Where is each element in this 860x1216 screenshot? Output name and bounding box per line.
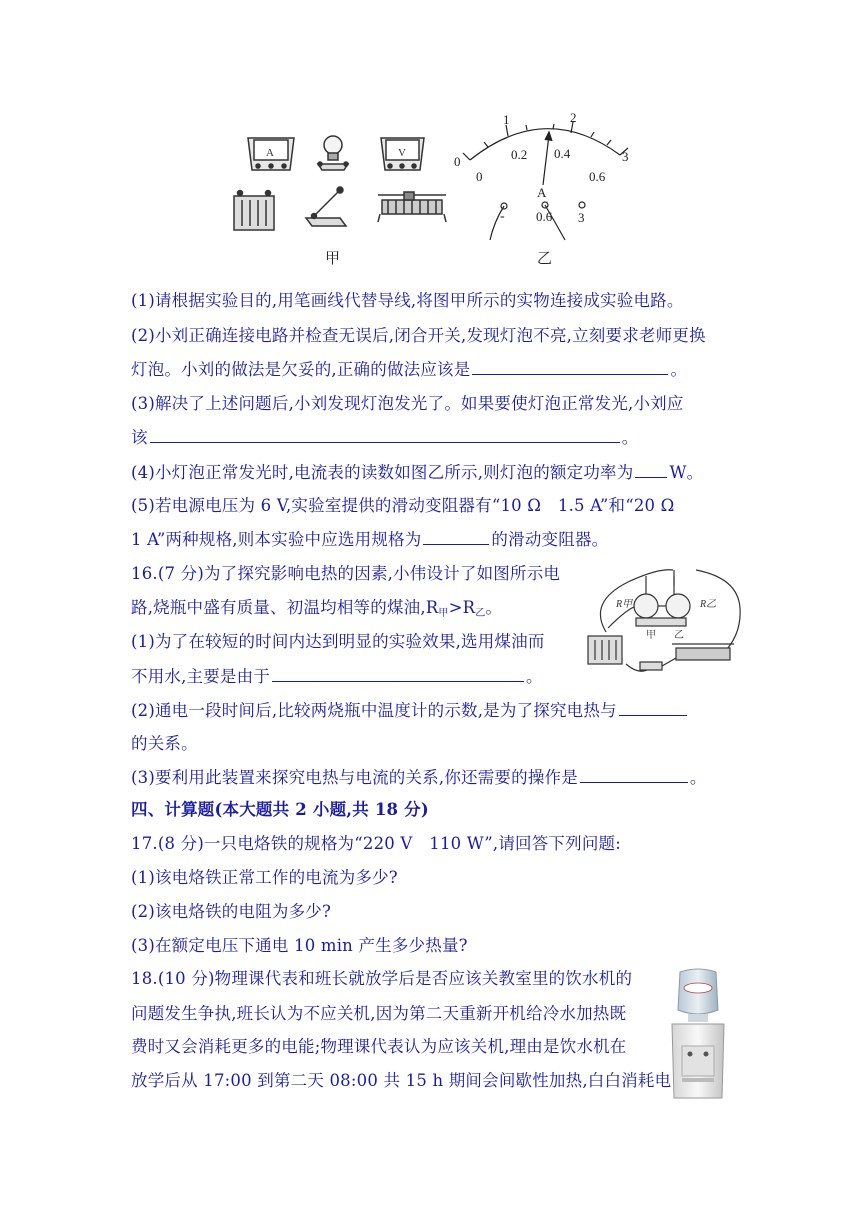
q18-line2: 问题发生争执,班长认为不应关机,因为第二天重新开机给冷水加热既 bbox=[131, 1004, 627, 1023]
q16-part2-line2: 的关系。 bbox=[131, 734, 198, 753]
answer-blank-3[interactable] bbox=[150, 426, 620, 443]
q17-part3: (3)在额定电压下通电 10 min 产生多少热量? bbox=[131, 936, 468, 955]
meter-unit: A bbox=[537, 185, 547, 200]
scale-top-1: 1 bbox=[503, 112, 510, 127]
figure-label-jia: 甲 bbox=[325, 249, 341, 267]
q16-stem-line1: 16.(7 分)为了探究影响电热的因素,小伟设计了如图所示电 bbox=[131, 564, 561, 583]
scale-bottom-0: 0 bbox=[476, 169, 483, 184]
bulb-icon bbox=[318, 136, 348, 170]
scale-top-2: 2 bbox=[570, 110, 577, 125]
water-dispenser-icon bbox=[662, 966, 734, 1106]
q15-part3-line1: (3)解决了上述问题后,小刘发现灯泡发光了。如果要使灯泡正常发光,小刘应 bbox=[131, 394, 684, 413]
answer-blank-16-2[interactable] bbox=[619, 699, 687, 716]
ammeter-device-icon bbox=[248, 138, 294, 170]
q15-part5-line2: 1 A”两种规格,则本实验中应选用规格为 的滑动变阻器。 bbox=[131, 530, 609, 549]
q15-part3-line2: 该 。 bbox=[131, 428, 639, 447]
section-heading-calculation: 四、计算题(本大题共 2 小题,共 18 分) bbox=[131, 800, 429, 819]
q16-stem-line2: 路,烧瓶中盛有质量、初温均相等的煤油$,R_甲>R_乙$。 bbox=[131, 598, 503, 619]
label-r-jia: R甲 bbox=[616, 599, 633, 610]
label-yi: 乙 bbox=[674, 630, 684, 641]
q16-part1-line2: 不用水,主要是由于 。 bbox=[131, 667, 543, 686]
switch-icon bbox=[306, 187, 346, 226]
answer-blank-4[interactable] bbox=[635, 461, 667, 478]
scale-top-0: 0 bbox=[454, 154, 461, 169]
heating-circuit-figure bbox=[578, 558, 748, 682]
scale-bottom-0.4: 0.4 bbox=[554, 146, 571, 161]
scale-top-3: 3 bbox=[622, 149, 629, 164]
answer-blank-2[interactable] bbox=[472, 358, 668, 375]
q16-part2-line1: (2)通电一段时间后,比较两烧瓶中温度计的示数,是为了探究电热与 bbox=[131, 699, 689, 722]
q17-stem: 17.(8 分)一只电烙铁的规格为“220 V 110 W”,请回答下列问题: bbox=[131, 834, 621, 853]
apparatus-figure bbox=[0, 0, 860, 280]
rheostat-icon bbox=[378, 192, 446, 222]
q15-part4: (4)小灯泡正常发光时,电流表的读数如图乙所示,则灯泡的额定功率为 W。 bbox=[131, 463, 704, 482]
svg-text:A: A bbox=[266, 147, 274, 159]
answer-blank-16-3[interactable] bbox=[580, 766, 688, 783]
q17-part1: (1)该电烙铁正常工作的电流为多少? bbox=[131, 868, 398, 887]
q18-line3: 费时又会消耗更多的电能;物理课代表认为应该关机,理由是饮水机在 bbox=[131, 1037, 627, 1056]
terminal-3: 3 bbox=[578, 210, 585, 225]
voltmeter-device-icon bbox=[381, 138, 424, 170]
q18-line1: 18.(10 分)物理课代表和班长就放学后是否应该关教室里的饮水机的 bbox=[131, 969, 633, 988]
answer-blank-5[interactable] bbox=[423, 528, 489, 545]
q15-part2-line2: 灯泡。小刘的做法是欠妥的,正确的做法应该是 。 bbox=[131, 360, 688, 379]
label-r-yi: R乙 bbox=[700, 599, 717, 610]
scale-bottom-0.6: 0.6 bbox=[589, 169, 606, 184]
battery-icon bbox=[234, 191, 274, 231]
q15-part5-line1: (5)若电源电压为 6 V,实验室提供的滑动变阻器有“10 Ω 1.5 A”和“20 Ω bbox=[131, 496, 675, 515]
q18-line4: 放学后从 17:00 到第二天 08:00 共 15 h 期间会间歇性加热,白白消耗电 bbox=[131, 1071, 672, 1090]
figure-label-yi: 乙 bbox=[537, 249, 553, 267]
terminal-neg: - bbox=[500, 209, 505, 224]
q17-part2: (2)该电烙铁的电阻为多少? bbox=[131, 902, 332, 921]
svg-text:V: V bbox=[398, 147, 406, 159]
terminal-0.6: 0.6 bbox=[536, 209, 553, 224]
q16-part3: (3)要利用此装置来探究电热与电流的关系,你还需要的操作是 。 bbox=[131, 768, 707, 787]
q16-part1-line1: (1)为了在较短的时间内达到明显的实验效果,选用煤油而 bbox=[131, 632, 545, 651]
q15-part1: (1)请根据实验目的,用笔画线代替导线,将图甲所示的实物连接成实验电路。 bbox=[131, 291, 684, 310]
label-jia: 甲 bbox=[646, 630, 656, 641]
scale-bottom-0.2: 0.2 bbox=[511, 147, 528, 162]
answer-blank-16-1[interactable] bbox=[272, 665, 524, 682]
q15-part2-line1: (2)小刘正确连接电路并检查无误后,闭合开关,发现灯泡不亮,立刻要求老师更换 bbox=[131, 326, 706, 345]
